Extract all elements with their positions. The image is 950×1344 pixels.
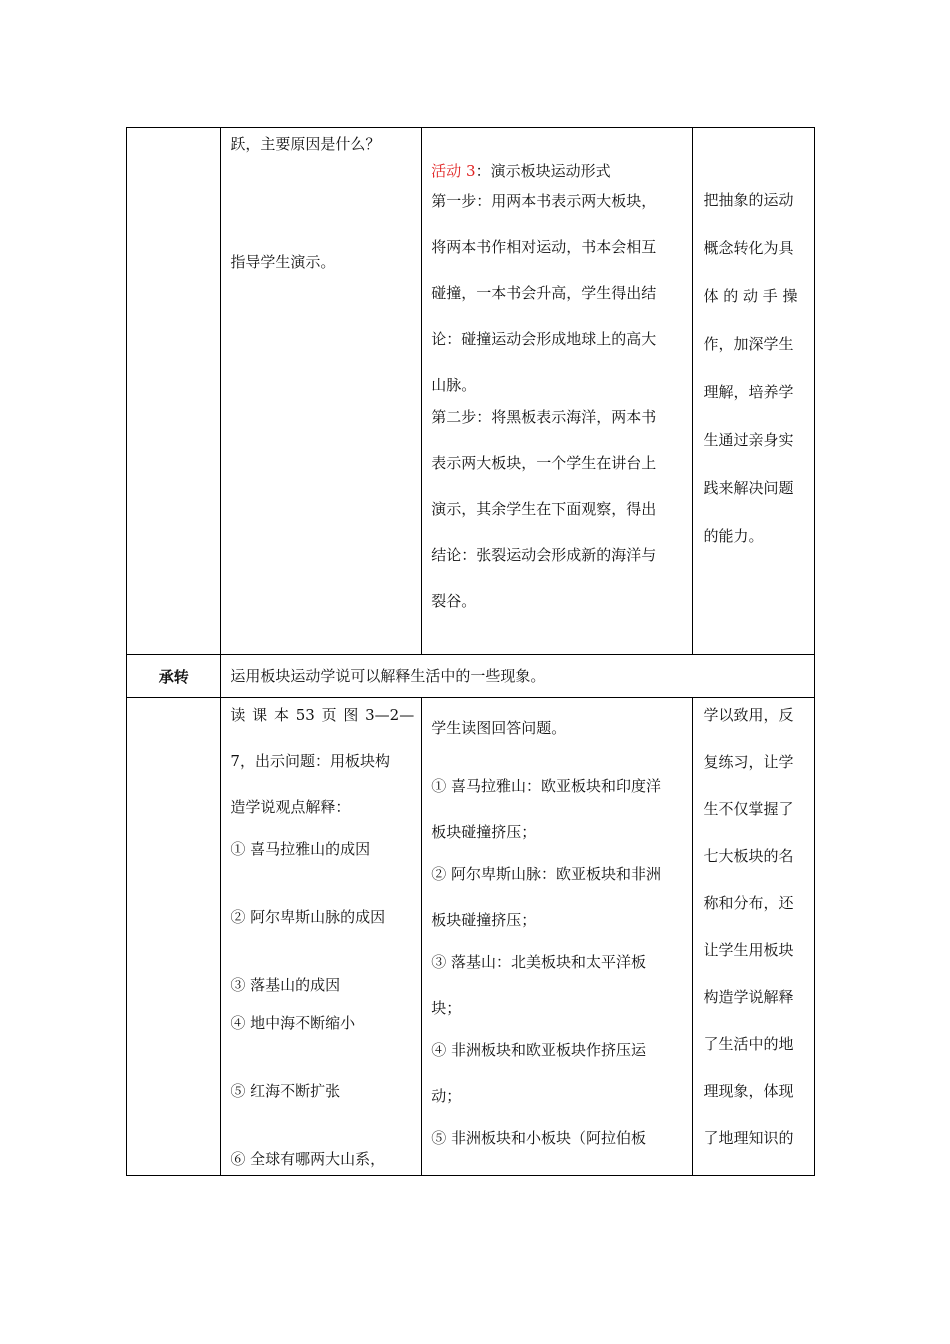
intent-text-line: 称和分布，还: [703, 894, 794, 912]
student-text-line: 演示，其余学生在下面观察，得出: [431, 500, 657, 518]
activity-label: 活动 3: [431, 162, 476, 180]
activity-title: ：演示板块运动形式: [475, 162, 611, 180]
intent-text-line: 把抽象的运动: [703, 191, 794, 209]
teacher-text-line: 造学说观点解释：: [230, 798, 351, 816]
student-text-line: 第二步：将黑板表示海洋，两本书: [431, 408, 657, 426]
teacher-text-line: ⑥ 全球有哪两大山系，: [230, 1150, 386, 1168]
student-text-line: 结论：张裂运动会形成新的海洋与: [431, 546, 657, 564]
stage-cell: [127, 698, 221, 1176]
student-text-line: 论：碰撞运动会形成地球上的高大: [431, 330, 657, 348]
student-text-line: 动；: [431, 1087, 462, 1105]
table-row: [127, 128, 815, 655]
student-text-line: 板块碰撞挤压；: [431, 823, 537, 841]
activity-heading: [431, 159, 684, 183]
intent-text-line: 作，加深学生: [703, 335, 794, 353]
transition-text: 运用板块运动学说可以解释生活中的一些现象。: [230, 667, 546, 685]
intent-text-line: 理现象，体现: [703, 1082, 794, 1100]
student-activity-cell: [422, 698, 693, 1176]
intent-text-line: 了生活中的地: [703, 1035, 794, 1053]
teacher-text-line: ① 喜马拉雅山的成因: [230, 840, 371, 858]
transition-cell: [221, 655, 815, 698]
student-text-line: 学生读图回答问题。: [431, 719, 567, 737]
intent-text-line: 构造学说解释: [703, 988, 794, 1006]
lesson-plan-table: [126, 127, 815, 1176]
teacher-text-line: 跃，主要原因是什么？: [230, 135, 381, 153]
intent-text-line: 体 的 动 手 操: [703, 287, 798, 305]
teacher-text-line: ④ 地中海不断缩小: [230, 1014, 356, 1032]
intent-text-line: 生不仅掌握了: [703, 800, 794, 818]
intent-text-line: 复练习，让学: [703, 753, 794, 771]
student-text-line: 碰撞，一本书会升高，学生得出结: [431, 284, 657, 302]
stage-label: 承转: [127, 655, 221, 698]
teacher-text-line: 7，出示问题：用板块构: [230, 752, 390, 770]
table-row: [127, 698, 815, 1176]
stage-cell: [127, 128, 221, 655]
table-row: [127, 655, 815, 698]
intent-text-line: 的能力。: [703, 527, 764, 545]
student-text-line: 裂谷。: [431, 592, 477, 610]
student-text-line: ⑤ 非洲板块和小板块（阿拉伯板: [431, 1129, 647, 1147]
intent-text-line: 学以致用，反: [703, 706, 794, 724]
student-text-line: ② 阿尔卑斯山脉：欧亚板块和非洲: [431, 865, 662, 883]
teacher-activity-cell: [221, 128, 422, 655]
intent-text-line: 理解，培养学: [703, 383, 794, 401]
design-intent-cell: [693, 698, 815, 1176]
student-text-line: ④ 非洲板块和欧亚板块作挤压运: [431, 1041, 647, 1059]
intent-text-line: 践来解决问题: [703, 479, 794, 497]
intent-text-line: 七大板块的名: [703, 847, 794, 865]
intent-text-line: 生通过亲身实: [703, 431, 794, 449]
teacher-text-line: 指导学生演示。: [230, 253, 336, 271]
teacher-text-line: 读 课 本 53 页 图 3—2—: [230, 706, 415, 724]
intent-text-line: 了地理知识的: [703, 1129, 794, 1147]
intent-text-line: 让学生用板块: [703, 941, 794, 959]
student-text-line: 将两本书作相对运动，书本会相互: [431, 238, 657, 256]
student-text-line: 表示两大板块，一个学生在讲台上: [431, 454, 657, 472]
student-text-line: 块；: [431, 999, 462, 1017]
student-text-line: ③ 落基山：北美板块和太平洋板: [431, 953, 647, 971]
student-text-line: 山脉。: [431, 376, 477, 394]
teacher-text-line: ③ 落基山的成因: [230, 976, 341, 994]
teacher-text-line: ② 阿尔卑斯山脉的成因: [230, 908, 386, 926]
student-text-line: ① 喜马拉雅山：欧亚板块和印度洋: [431, 777, 662, 795]
teacher-activity-cell: [221, 698, 422, 1176]
student-activity-cell: [422, 128, 693, 655]
student-text-line: 板块碰撞挤压；: [431, 911, 537, 929]
student-text-line: 第一步：用两本书表示两大板块，: [431, 192, 657, 210]
design-intent-cell: [693, 128, 815, 655]
teacher-text-line: ⑤ 红海不断扩张: [230, 1082, 341, 1100]
intent-text-line: 概念转化为具: [703, 239, 794, 257]
